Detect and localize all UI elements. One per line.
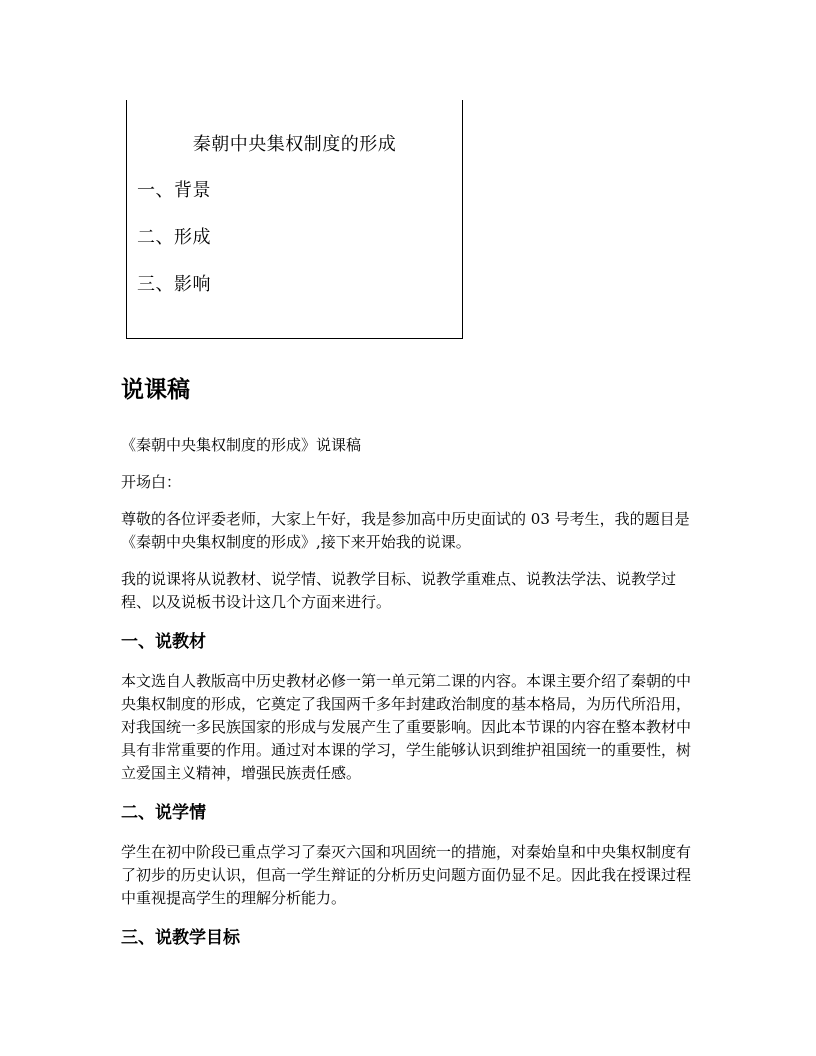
opening-label: 开场白： [121,473,182,491]
overview-paragraph: 我的说课将从说教材、说学情、说教学目标、说教学重难点、说教法学法、说教学过程、以及说板书设计这几个方面来进行。 [121,570,677,611]
blackboard-design-box [126,100,463,339]
section-heading-objectives: 三、说教学目标 [121,928,240,948]
section-text-students: 学生在初中阶段已重点学习了秦灭六国和巩固统一的措施，对秦始皇和中央集权制度有了初步的历史认识，但高一学生辩证的分析历史问题方面仍显不足。因此我在授课过程中重视提高学生的理解分析能力。 [121,843,692,907]
board-item-influence: 三、影响 [137,274,211,295]
board-item-formation: 二、形成 [137,227,211,248]
section-text-textbook: 本文选自人教版高中历史教材必修一第一单元第二课的内容。本课主要介绍了秦朝的中央集权制度的形成，它奠定了我国两千多年封建政治制度的基本格局，为历代所沿用，对我国统一多民族国家的形成与发展产生了重要影响。因此本节课的内容在整本教材中具有非常重要的作用。通过对本课的学习，学生能够认识到维护祖国统一的重要性，树立爱国主义精神，增强民族责任感。 [121,672,692,782]
document-body [121,372,701,966]
section-heading-textbook: 一、说教材 [121,632,206,652]
document-title: 说课稿 [121,377,190,403]
board-item-background: 一、背景 [137,180,211,201]
board-title: 秦朝中央集权制度的形成 [192,134,397,155]
section-heading-students: 二、说学情 [121,803,206,823]
document-subtitle: 《秦朝中央集权制度的形成》说课稿 [121,436,362,454]
opening-paragraph: 尊敬的各位评委老师，大家上午好，我是参加高中历史面试的 03 号考生，我的题目是《秦朝中央集权制度的形成》,接下来开始我的说课。 [121,510,690,551]
